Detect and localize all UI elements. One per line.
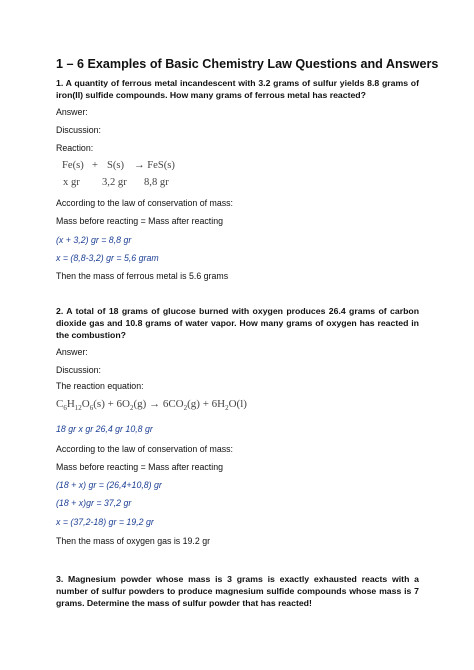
question-2: 2. A total of 18 grams of glucose burned with oxygen produces 26.4 grams of carbon dioxide gas and 10.8 grams of water vapor. How many grams of oxygen has reacted in the combustion?	[56, 306, 419, 340]
question-3: 3. Magnesium powder whose mass is 3 grams is exactly exhausted reacts with a number of sulfur powders to produce magnesium sulfide compounds whose mass is 7 grams. Determine the mass of sulfur powder that has reacted!	[56, 574, 419, 608]
reaction-1-fe: Fe(s)	[62, 160, 84, 171]
reaction-1-product: → FeS(s)	[134, 160, 175, 171]
answer-label-2: Answer:	[56, 347, 88, 357]
conclusion-2: Then the mass of oxygen gas is 19.2 gr	[56, 536, 211, 546]
mass-text-2: Mass before reacting = Mass after reacting	[56, 462, 223, 472]
reaction-1-s: S(s)	[107, 160, 125, 171]
reaction-label-2: The reaction equation:	[56, 381, 144, 391]
law-text-1: According to the law of conservation of mass:	[56, 198, 234, 208]
discussion-label-2: Discussion:	[56, 365, 101, 375]
reaction-1-s-mass: 3,2 gr	[102, 177, 127, 188]
discussion-label-1: Discussion:	[56, 125, 101, 135]
mass-text-1: Mass before reacting = Mass after reacting	[56, 216, 223, 226]
equation-1-a: (x + 3,2) gr = 8,8 gr	[56, 235, 132, 245]
equation-2-b: (18 + x)gr = 37,2 gr	[56, 498, 132, 508]
equation-2-c: x = (37,2-18) gr = 19,2 gr	[56, 517, 154, 527]
reaction-label-1: Reaction:	[56, 143, 94, 153]
conclusion-1: Then the mass of ferrous metal is 5.6 grams	[56, 271, 229, 281]
reaction-1-fes-mass: 8,8 gr	[144, 177, 169, 188]
answer-label-1: Answer:	[56, 107, 88, 117]
reaction-1-plus: +	[92, 160, 98, 171]
equation-2-a: (18 + x) gr = (26,4+10,8) gr	[56, 480, 162, 490]
law-text-2: According to the law of conservation of mass:	[56, 444, 234, 454]
question-1: 1. A quantity of ferrous metal incandescent with 3.2 grams of sulfur yields 8.8 grams of iron(II) sulfide compounds. How many grams of ferrous metal has reacted?	[56, 78, 419, 100]
reaction-1-fe-mass: x gr	[63, 177, 80, 188]
masses-2: 18 gr x gr 26,4 gr 10,8 gr	[56, 424, 153, 434]
page-title: 1 – 6 Examples of Basic Chemistry Law Questions and Answers	[56, 57, 439, 71]
reaction-equation-2: $C_6H_{12}O_6(s) + 6O_2(g) \to 6CO_2(g) + 6H_2O(l)$	[56, 398, 247, 413]
equation-1-b: x = (8,8-3,2) gr = 5,6 gram	[56, 253, 159, 263]
